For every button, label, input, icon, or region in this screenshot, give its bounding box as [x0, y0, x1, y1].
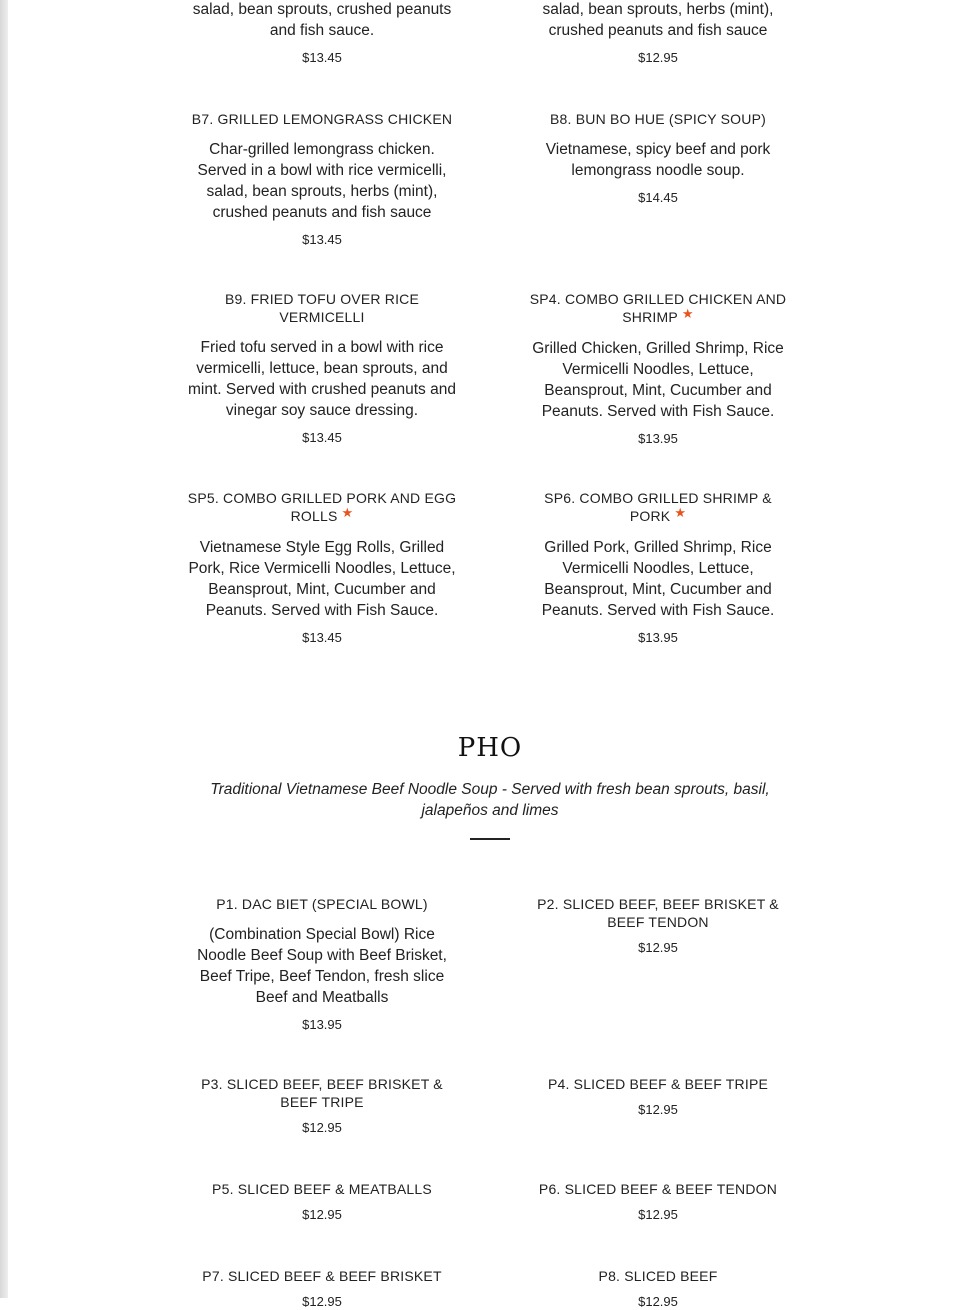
item-price: $12.95: [302, 1207, 342, 1222]
item-price: $13.95: [638, 630, 678, 645]
item-price: $12.95: [638, 1102, 678, 1117]
item-name: SP5. COMBO GRILLED PORK AND EGG ROLLS: [187, 490, 457, 524]
menu-item-p7[interactable]: [182, 1267, 462, 1310]
item-description: Vietnamese, spicy beef and pork lemongrass noodle soup.: [545, 141, 771, 179]
menu-item-partial-right: [518, 0, 798, 66]
item-price: $12.95: [638, 1294, 678, 1309]
item-price: $13.45: [302, 430, 342, 445]
item-name: B9. FRIED TOFU OVER RICE VERMICELLI: [224, 291, 420, 325]
item-name: SP4. COMBO GRILLED CHICKEN AND SHRIMP: [529, 291, 787, 325]
star-icon: ★: [674, 505, 687, 520]
menu-item-sp5[interactable]: [182, 489, 462, 646]
item-price: $13.45: [302, 50, 342, 65]
menu-item-b8[interactable]: [518, 110, 798, 206]
item-price: $13.45: [302, 630, 342, 645]
item-name: P4. SLICED BEEF & BEEF TRIPE: [547, 1076, 769, 1092]
section-subtitle: Traditional Vietnamese Beef Noodle Soup - Served with fresh bean sprouts, basil, jalapeños and limes: [210, 781, 770, 819]
item-price: $14.45: [638, 190, 678, 205]
item-name-wrap: [518, 290, 798, 327]
menu-item-sp4[interactable]: [518, 290, 798, 447]
item-description: Grilled Pork, Grilled Shrimp, Rice Vermicelli Noodles, Lettuce, Beansprout, Mint, Cucumber and Peanuts. Served with Fish Sauce.: [541, 539, 775, 619]
star-icon: ★: [681, 306, 694, 321]
menu-item-b7[interactable]: [182, 110, 462, 248]
menu-item-p1[interactable]: [182, 895, 462, 1033]
item-name: P3. SLICED BEEF, BEEF BRISKET & BEEF TRIPE: [201, 1076, 443, 1110]
item-name: B8. BUN BO HUE (SPICY SOUP): [550, 111, 766, 127]
item-name: P2. SLICED BEEF, BEEF BRISKET & BEEF TENDON: [537, 896, 779, 930]
menu-item-partial-left: [182, 0, 462, 66]
item-description: (Combination Special Bowl) Rice Noodle Beef Soup with Beef Brisket, Beef Tripe, Beef Tendon, fresh slice Beef and Meatballs: [197, 926, 447, 1006]
item-name-wrap: [518, 489, 798, 526]
menu-item-p8[interactable]: [518, 1267, 798, 1310]
item-name: P5. SLICED BEEF & MEATBALLS: [212, 1181, 432, 1197]
item-name: P6. SLICED BEEF & BEEF TENDON: [538, 1181, 778, 1197]
section-divider: [470, 838, 510, 840]
item-description: Vietnamese Style Egg Rolls, Grilled Pork, Rice Vermicelli Noodles, Lettuce, Beansprout, Mint, Cucumber and Peanuts. Served with Fish Sauce.: [188, 539, 456, 619]
item-price: $12.95: [638, 940, 678, 955]
menu-item-p2[interactable]: [518, 895, 798, 956]
item-name-wrap: [182, 489, 462, 526]
item-description: Grilled Chicken, Grilled Shrimp, Rice Vermicelli Noodles, Lettuce, Beansprout, Mint, Cucumber and Peanuts. Served with Fish Sauce.: [532, 340, 784, 420]
item-price: $13.45: [302, 232, 342, 247]
item-description: Char-grilled lemongrass chicken. Served in a bowl with rice vermicelli, salad, bean sprouts, herbs (mint), crushed peanuts and fish sauce: [197, 141, 447, 221]
item-price: $12.95: [302, 1294, 342, 1309]
item-name: P7. SLICED BEEF & BEEF BRISKET: [202, 1268, 442, 1284]
menu-item-sp6[interactable]: [518, 489, 798, 646]
item-description: salad, bean sprouts, crushed peanuts and fish sauce.: [192, 1, 452, 39]
menu-item-b9[interactable]: [182, 290, 462, 446]
item-price: $12.95: [302, 1120, 342, 1135]
menu-item-p6[interactable]: [518, 1180, 798, 1223]
item-price: $12.95: [638, 1207, 678, 1222]
section-title: PHO: [457, 733, 523, 763]
item-price: $13.95: [638, 431, 678, 446]
item-price: $12.95: [638, 50, 678, 65]
item-name: P8. SLICED BEEF: [598, 1268, 718, 1284]
item-name: B7. GRILLED LEMONGRASS CHICKEN: [191, 111, 453, 127]
menu-item-p3[interactable]: [182, 1075, 462, 1136]
item-name: P1. DAC BIET (SPECIAL BOWL): [216, 896, 428, 912]
menu-item-p4[interactable]: [518, 1075, 798, 1118]
item-description: Fried tofu served in a bowl with rice vermicelli, lettuce, bean sprouts, and mint. Served with crushed peanuts and vinegar soy sauce dressing.: [188, 339, 456, 419]
star-icon: ★: [341, 505, 354, 520]
item-price: $13.95: [302, 1017, 342, 1032]
item-name: SP6. COMBO GRILLED SHRIMP & PORK: [544, 490, 772, 524]
item-description: salad, bean sprouts, herbs (mint), crushed peanuts and fish sauce: [542, 1, 774, 39]
menu-item-p5[interactable]: [182, 1180, 462, 1223]
